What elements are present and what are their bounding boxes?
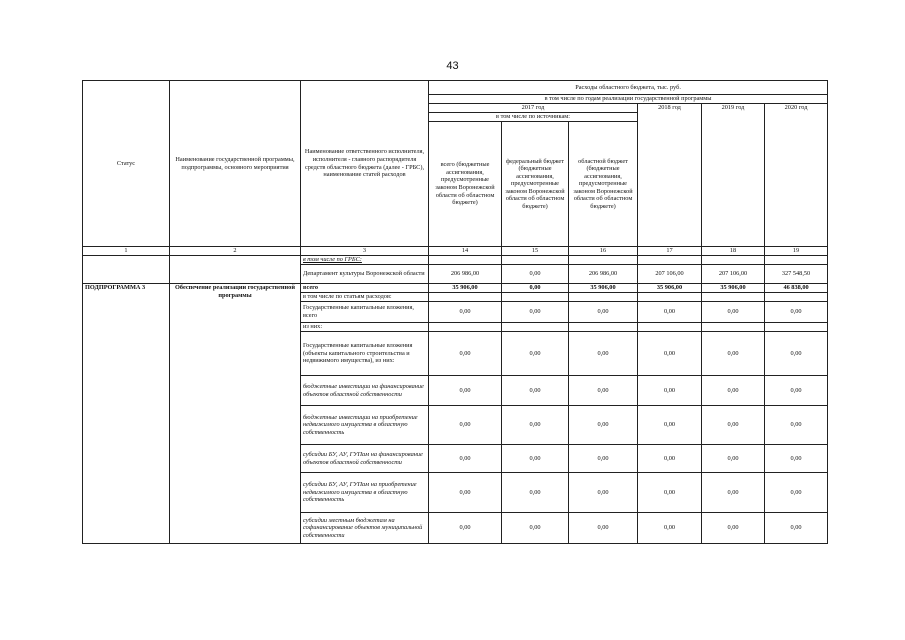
col-number: 14 xyxy=(429,247,502,256)
header-year-2018: 2018 год xyxy=(638,104,702,247)
cell-value: 0,00 xyxy=(702,376,765,406)
cell-value: 0,00 xyxy=(502,302,569,323)
cell-value: 35 906,00 xyxy=(702,284,765,293)
budget-table xyxy=(82,80,828,544)
cell-value: 0,00 xyxy=(702,473,765,513)
header-year-2020: 2020 год xyxy=(765,104,828,247)
subprogram-name: Обеспечение реализации государственной программы xyxy=(170,284,301,544)
row-label: Департамент культуры Воронежской области xyxy=(301,265,429,284)
row-label: всего xyxy=(301,284,429,293)
subprogram-status: ПОДПРОГРАММА 3 xyxy=(83,284,170,544)
cell-value: 0,00 xyxy=(765,302,828,323)
table-row xyxy=(83,256,828,265)
row-label: субсидии БУ, АУ, ГУПам на приобретение недвижимого имущества в областную собственность xyxy=(301,473,429,513)
cell-value: 0,00 xyxy=(429,445,502,473)
cell-value: 0,00 xyxy=(638,376,702,406)
cell-value: 0,00 xyxy=(638,513,702,544)
cell-value: 35 906,00 xyxy=(429,284,502,293)
cell-value: 0,00 xyxy=(702,445,765,473)
col-number: 17 xyxy=(638,247,702,256)
cell-value: 0,00 xyxy=(702,302,765,323)
row-label: Государственные капитальные вложения (объекты капитального строительства и недвижимого имущества), из них: xyxy=(301,332,429,376)
cell-value: 46 838,00 xyxy=(765,284,828,293)
cell-value: 206 986,00 xyxy=(429,265,502,284)
row-label: в том числе по ГРБС: xyxy=(301,256,429,265)
cell-value: 0,00 xyxy=(429,406,502,445)
row-label: субсидии БУ, АУ, ГУПам на финансирование объектов областной собственности xyxy=(301,445,429,473)
header-year-2017: 2017 год xyxy=(429,104,638,113)
cell-value: 206 986,00 xyxy=(569,265,638,284)
cell-value: 0,00 xyxy=(702,406,765,445)
cell-value: 0,00 xyxy=(429,376,502,406)
cell-value: 0,00 xyxy=(638,473,702,513)
cell-value: 0,00 xyxy=(765,513,828,544)
col-number: 19 xyxy=(765,247,828,256)
cell-value: 0,00 xyxy=(569,302,638,323)
header-total: всего (бюджетные ассигнования, предусмотренные законом Воронежской области об областном бюджете) xyxy=(429,122,502,247)
cell-value: 0,00 xyxy=(429,302,502,323)
row-label: субсидии местным бюджетам на софинансирование объектов муниципальной собственности xyxy=(301,513,429,544)
header-regional: областной бюджет (бюджетные ассигнования, предусмотренные законом Воронежской области об областном бюджете) xyxy=(569,122,638,247)
cell-value: 0,00 xyxy=(638,445,702,473)
cell-value: 0,00 xyxy=(702,513,765,544)
cell-value: 207 106,00 xyxy=(702,265,765,284)
cell-value: 0,00 xyxy=(765,332,828,376)
col-number: 18 xyxy=(702,247,765,256)
page-number: 43 xyxy=(446,60,459,72)
header-status: Статус xyxy=(83,81,170,247)
header-expenses: Расходы областного бюджета, тыс. руб. xyxy=(429,81,828,95)
cell-value: 0,00 xyxy=(569,332,638,376)
row-label: Государственные капитальные вложения, всего xyxy=(301,302,429,323)
cell-value: 0,00 xyxy=(502,406,569,445)
cell-value: 0,00 xyxy=(638,332,702,376)
header-by-years: в том числе по годам реализации государственной программы xyxy=(429,95,828,104)
cell-value: 0,00 xyxy=(502,513,569,544)
cell-value: 207 106,00 xyxy=(638,265,702,284)
cell-value: 0,00 xyxy=(502,332,569,376)
cell-value: 0,00 xyxy=(502,473,569,513)
row-label: из них: xyxy=(301,323,429,332)
cell-value: 0,00 xyxy=(765,376,828,406)
cell-value: 327 548,50 xyxy=(765,265,828,284)
cell-value: 0,00 xyxy=(502,376,569,406)
row-label: бюджетные инвестиции на приобретение недвижимого имущества в областную собственность xyxy=(301,406,429,445)
cell-value: 0,00 xyxy=(765,473,828,513)
cell-value: 0,00 xyxy=(638,406,702,445)
header-executor: Наименование ответственного исполнителя, исполнителя - главного распорядителя средств областного бюджета (далее - ГРБС), наименование статей расходов xyxy=(301,81,429,247)
cell-value: 0,00 xyxy=(429,332,502,376)
col-number: 2 xyxy=(170,247,301,256)
cell-value: 0,00 xyxy=(502,445,569,473)
col-number: 16 xyxy=(569,247,638,256)
col-number: 15 xyxy=(502,247,569,256)
header-program-name: Наименование государственной программы, подпрограммы, основного мероприятия xyxy=(170,81,301,247)
cell-value: 0,00 xyxy=(702,332,765,376)
column-numbers-row xyxy=(83,247,828,256)
cell-value: 0,00 xyxy=(569,445,638,473)
header-federal: федеральный бюджет (бюджетные ассигнования, предусмотренные законом Воронежской области об областном бюджете) xyxy=(502,122,569,247)
cell-value: 0,00 xyxy=(569,473,638,513)
cell-value: 0,00 xyxy=(569,406,638,445)
col-number: 3 xyxy=(301,247,429,256)
row-label: бюджетные инвестиции на финансирование объектов областной собственности xyxy=(301,376,429,406)
row-label: в том числе по статьям расходов: xyxy=(301,293,429,302)
header-year-2019: 2019 год xyxy=(702,104,765,247)
cell-value: 35 906,00 xyxy=(638,284,702,293)
cell-value: 0,00 xyxy=(502,265,569,284)
table-row xyxy=(83,284,828,293)
cell-value: 35 906,00 xyxy=(569,284,638,293)
cell-value: 0,00 xyxy=(429,513,502,544)
cell-value: 0,00 xyxy=(569,513,638,544)
header-by-sources: в том числе по источникам: xyxy=(429,113,638,122)
cell-value: 0,00 xyxy=(569,376,638,406)
cell-value: 0,00 xyxy=(638,302,702,323)
cell-value: 0,00 xyxy=(765,406,828,445)
cell-value: 0,00 xyxy=(765,445,828,473)
cell-value: 0,00 xyxy=(429,473,502,513)
col-number: 1 xyxy=(83,247,170,256)
cell-value: 0,00 xyxy=(502,284,569,293)
